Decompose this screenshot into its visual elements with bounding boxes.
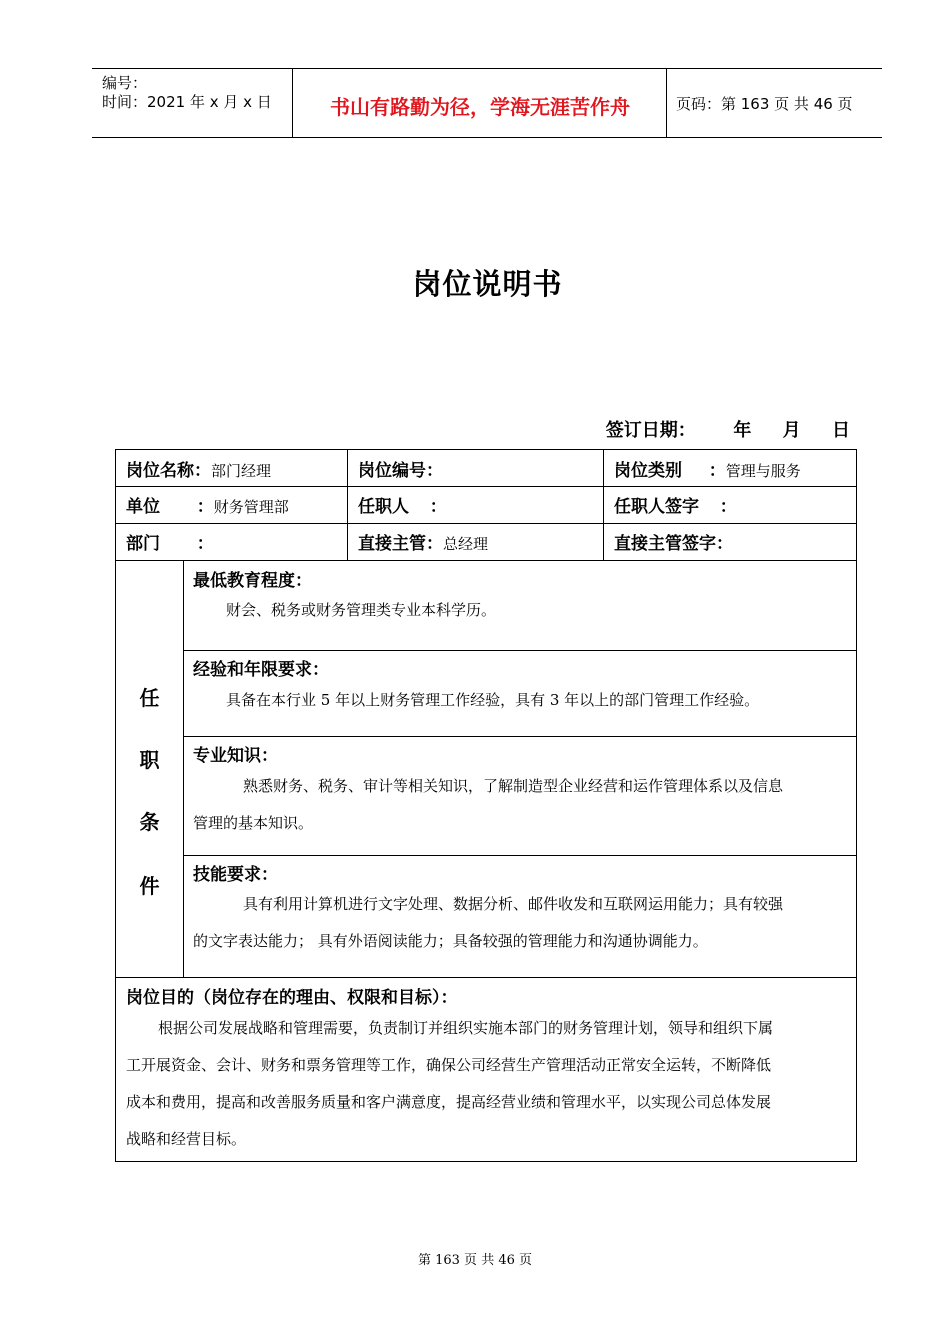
qualification-side-char: 件 <box>139 874 160 898</box>
supervisor-sign-label: 直接主管签字： <box>614 534 733 554</box>
header-divider <box>666 69 667 137</box>
holder-sign-field <box>614 492 737 517</box>
row-divider <box>116 523 856 524</box>
experience-label: 经验和年限要求： <box>193 660 329 680</box>
qualification-side-char: 职 <box>139 748 160 772</box>
col-divider <box>347 450 348 560</box>
serial-label: 编号： <box>102 74 148 92</box>
holder-sign-colon: ： <box>719 497 737 517</box>
page-footer: 第 163 页 共 46 页 <box>417 1253 533 1268</box>
unit-value: 财务管理部 <box>213 498 289 516</box>
row-divider <box>183 855 856 856</box>
purpose-label: 岗位目的（岗位存在的理由、权限和目标）： <box>126 988 458 1008</box>
position-name-value: 部门经理 <box>211 462 272 480</box>
education-label: 最低教育程度： <box>193 571 312 591</box>
position-code-label: 岗位编号： <box>358 461 443 481</box>
holder-label: 任职人 <box>358 497 409 517</box>
position-name-label: 岗位名称： <box>126 461 211 481</box>
motto: 书山有路勤为径，学海无涯苦作舟 <box>330 95 630 119</box>
knowledge-line: 管理的基本知识。 <box>193 814 314 832</box>
unit-colon: ： <box>196 497 214 517</box>
time-label: 时间：2021 年 x 月 x 日 <box>102 93 272 111</box>
position-category-label: 岗位类别 <box>614 461 682 481</box>
col-divider <box>183 560 184 977</box>
purpose-line: 战略和经营目标。 <box>126 1130 247 1148</box>
skills-label: 技能要求： <box>193 865 278 885</box>
job-description-table <box>115 449 857 1162</box>
skills-line: 具有利用计算机进行文字处理、数据分析、邮件收发和互联网运用能力；具有较强 <box>243 895 784 913</box>
page-header <box>92 68 882 138</box>
department-colon: ： <box>196 534 214 554</box>
knowledge-label: 专业知识： <box>193 746 278 766</box>
qualification-side-char: 条 <box>139 810 160 834</box>
position-category-value: 管理与服务 <box>725 462 801 480</box>
knowledge-line: 熟悉财务、税务、审计等相关知识，了解制造型企业经营和运作管理体系以及信息 <box>243 777 784 795</box>
row-divider <box>116 977 856 978</box>
skills-line: 的文字表达能力； 具有外语阅读能力；具备较强的管理能力和沟通协调能力。 <box>193 932 708 950</box>
position-name-field <box>126 456 271 481</box>
holder-sign-label: 任职人签字 <box>614 497 699 517</box>
sign-date: 签订日期： 年 月 日 <box>605 420 850 441</box>
header-divider <box>292 69 293 137</box>
position-category-colon: ： <box>708 461 726 481</box>
holder-colon: ： <box>429 497 447 517</box>
supervisor-label: 直接主管： <box>358 534 443 554</box>
row-divider <box>116 560 856 561</box>
unit-field <box>126 492 289 517</box>
purpose-line: 根据公司发展战略和管理需要，负责制订并组织实施本部门的财务管理计划，领导和组织下属 <box>158 1019 774 1037</box>
page-number-label: 页码：第 163 页 共 46 页 <box>676 95 853 113</box>
document-title: 岗位说明书 <box>412 267 563 301</box>
education-text: 财会、税务或财务管理类专业本科学历。 <box>226 601 497 619</box>
department-label: 部门 <box>126 534 160 554</box>
col-divider <box>603 450 604 560</box>
supervisor-field <box>358 529 488 554</box>
supervisor-sign-field <box>614 529 733 554</box>
position-category-field <box>614 456 801 481</box>
qualification-side-char: 任 <box>139 686 160 710</box>
purpose-line: 成本和费用，提高和改善服务质量和客户满意度，提高经营业绩和管理水平，以实现公司总体发展 <box>126 1093 772 1111</box>
experience-text: 具备在本行业 5 年以上财务管理工作经验，具有 3 年以上的部门管理工作经验。 <box>226 691 760 709</box>
row-divider <box>183 650 856 651</box>
row-divider <box>116 486 856 487</box>
position-code-field <box>358 456 443 481</box>
supervisor-value: 总经理 <box>443 535 489 553</box>
row-divider <box>183 736 856 737</box>
department-field <box>126 529 214 554</box>
unit-label: 单位 <box>126 497 160 517</box>
holder-field <box>358 492 447 517</box>
purpose-line: 工开展资金、会计、财务和票务管理等工作，确保公司经营生产管理活动正常安全运转，不断降低 <box>126 1056 772 1074</box>
